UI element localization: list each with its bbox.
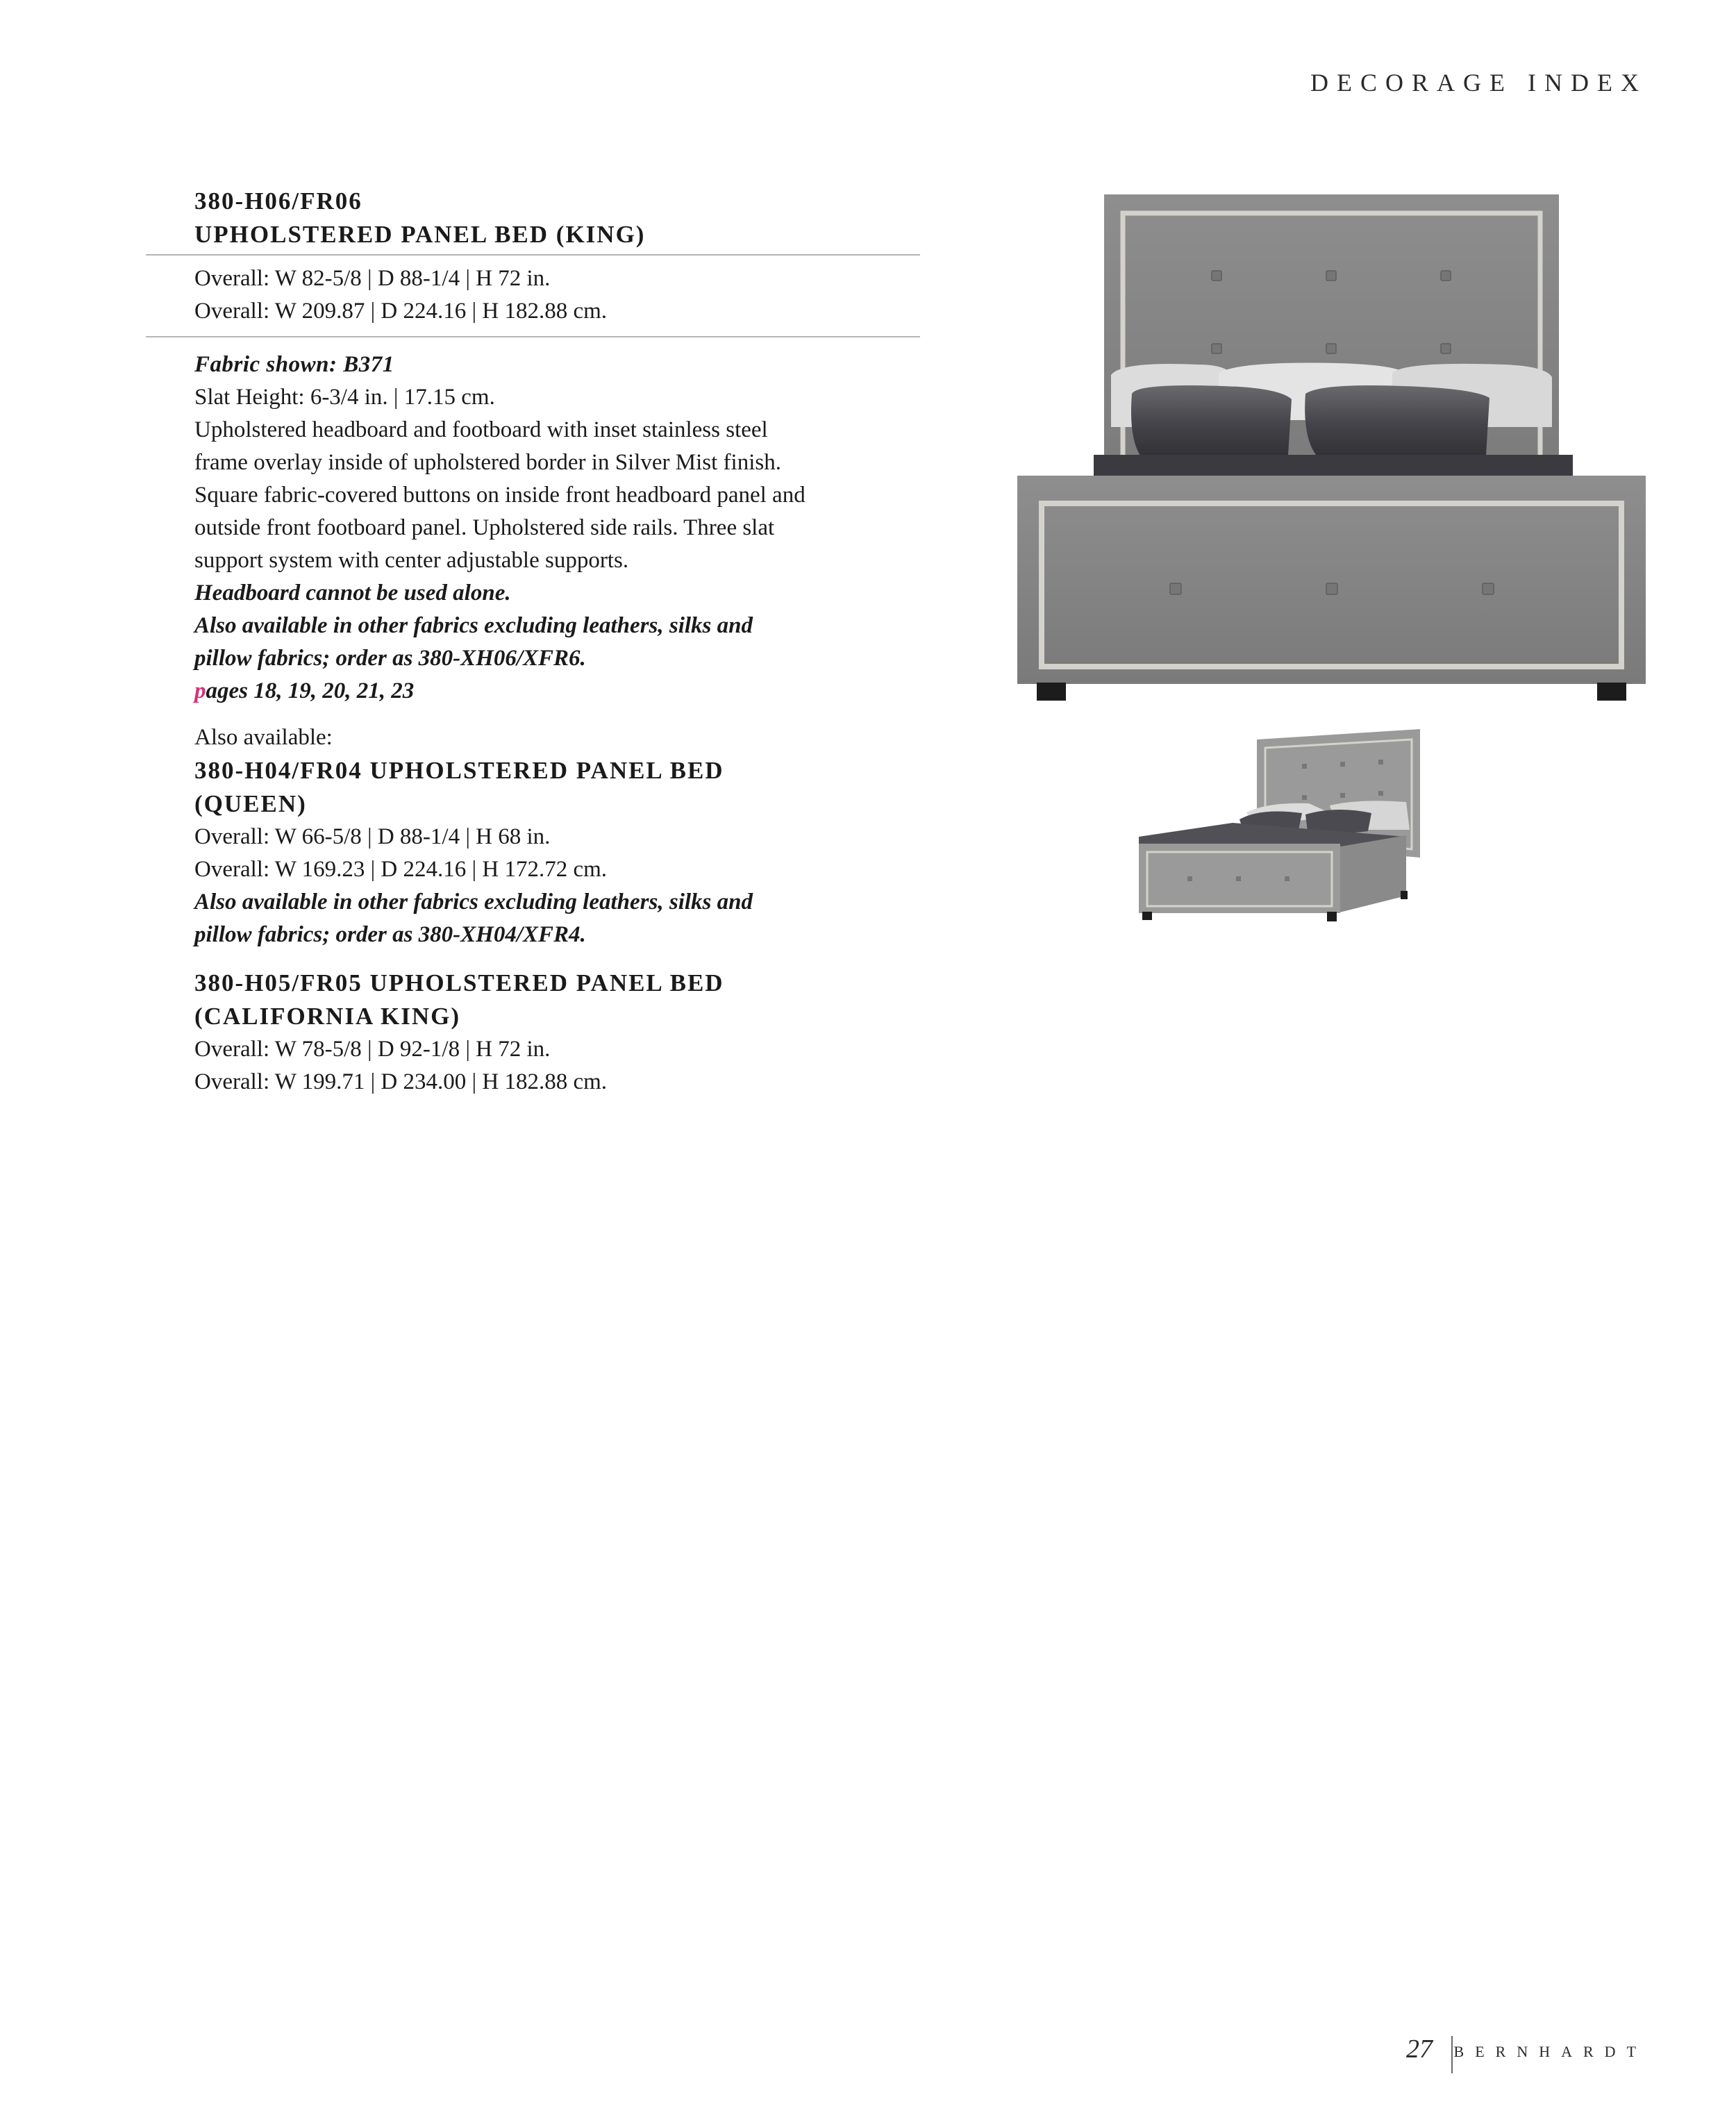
alt-item-title-line: (CALIFORNIA KING) [194,1003,461,1030]
description-line: support system with center adjustable supports. [194,548,629,573]
fabric-shown: Fabric shown: B371 [194,352,394,377]
alt-item-dimensions-cm: Overall: W 199.71 | D 234.00 | H 182.88 cm. [194,1069,608,1094]
headboard-note: Headboard cannot be used alone. [194,580,511,605]
running-header: DECORAGE INDEX [1310,69,1647,97]
bed-photo-angled [1128,726,1427,924]
alt-item-title [194,754,871,821]
alt-fabric-line: pillow fabrics; order as 380-XH06/XFR6. [194,646,586,671]
page-ref-list: ages 18, 19, 20, 21, 23 [206,678,415,703]
alt-item-fabric-note [194,886,871,951]
description-line: frame overlay inside of upholstered border in Silver Mist finish. [194,450,781,475]
divider [146,336,920,337]
alt-item-title [194,967,871,1033]
page-ref-initial: p [194,678,206,703]
dimensions-cm: Overall: W 209.87 | D 224.16 | H 182.88 cm. [194,299,608,324]
alt-fabric-line: Also available in other fabrics excluding leathers, silks and [194,613,753,638]
divider [146,254,920,256]
page-references [194,675,871,708]
footer-divider [1451,2036,1453,2073]
bed-photo-front [1017,191,1646,705]
alt-item-title-line: (QUEEN) [194,790,307,817]
alt-item-dimensions-inches: Overall: W 66-5/8 | D 88-1/4 | H 68 in. [194,824,551,849]
alt-item-dimensions-inches: Overall: W 78-5/8 | D 92-1/8 | H 72 in. [194,1037,551,1062]
alt-fabric-note [194,610,871,675]
alt-fabric-line: Also available in other fabrics excluding leathers, silks and [194,889,753,914]
product-description [194,414,871,577]
slat-height: Slat Height: 6-3/4 in. | 17.15 cm. [194,385,495,410]
alt-item-dimensions-cm: Overall: W 169.23 | D 224.16 | H 172.72 cm. [194,857,608,882]
product-details [194,185,871,1098]
alt-item-title-line: 380-H04/FR04 UPHOLSTERED PANEL BED [194,757,724,784]
also-available-label: Also available: [194,725,333,750]
description-line: Upholstered headboard and footboard with inset stainless steel [194,417,768,442]
description-line: outside front footboard panel. Upholstered side rails. Three slat [194,515,775,540]
brand-wordmark: BERNHARDT [1453,2043,1647,2060]
page-number: 27 [1406,2035,1433,2064]
alt-fabric-line: pillow fabrics; order as 380-XH04/XFR4. [194,922,586,947]
product-name: UPHOLSTERED PANEL BED (KING) [194,221,646,248]
alt-item-title-line: 380-H05/FR05 UPHOLSTERED PANEL BED [194,969,724,996]
description-line: Square fabric-covered buttons on inside front headboard panel and [194,483,806,508]
product-sku: 380-H06/FR06 [194,187,362,215]
dimensions-inches: Overall: W 82-5/8 | D 88-1/4 | H 72 in. [194,266,551,291]
